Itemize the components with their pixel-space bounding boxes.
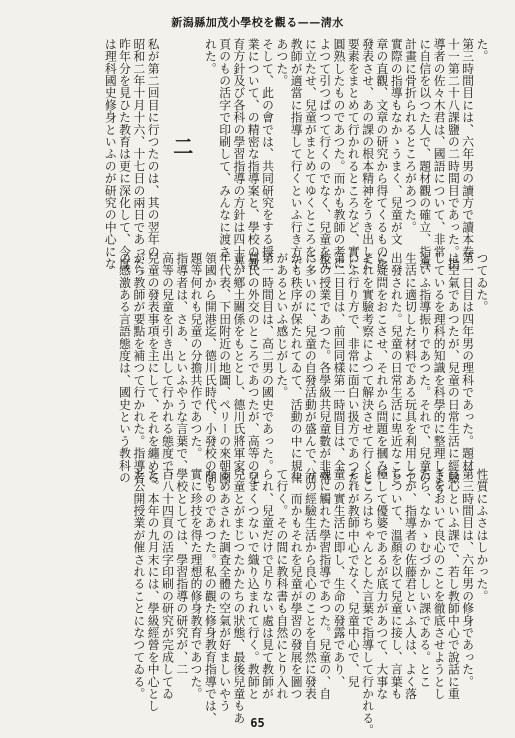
- text-column: ろが、指導者の佐藤君といふ人は、よく落: [403, 468, 418, 700]
- text-tier-top: [34, 38, 489, 282]
- text-column: 童の實生活に即し、生命の發露であり、: [332, 468, 347, 688]
- text-column: 年代表、下田附近の地圖、ペリーの來朝國: [217, 252, 232, 484]
- text-column: それを實驗考察によつて解決させて行くと: [360, 252, 375, 484]
- text-column: 極して優婆であるが底力があつて、大事な: [374, 468, 389, 700]
- text-column: 出發された。兒童の日常生活に卑近なこと: [389, 252, 404, 484]
- text-column: れた。: [203, 38, 218, 75]
- text-column: ちついて、溫顏を以て兒童に接し、言葉も: [389, 468, 404, 700]
- text-column: 計畫に骨折られるところがあつた。: [403, 38, 418, 234]
- text-column: いふ行り方で、非常に面白い扱方であつた。: [346, 252, 361, 496]
- text-column: 實に珍技を得た理想的修身教育であつた。: [189, 468, 204, 700]
- text-column: 百八十四頁の活字印刷の研究が完成してゐ: [160, 468, 175, 700]
- text-column: 第一日目は四年男の理科であった。題材: [460, 252, 475, 472]
- text-column: それが教師中心でなく、兒童中心で、兒: [346, 468, 361, 688]
- text-column: 魂に觸れた學習指導であつた。兒童の、自: [317, 468, 332, 700]
- text-column: 領國から開港迄、德川氏時代、小發校の問: [203, 252, 218, 484]
- text-column: た。本年の九月末には、學級經營を中心とし: [146, 468, 161, 712]
- text-column: 二: [169, 135, 194, 156]
- text-column: 私が第二回目に行つたのは、其の翌年の: [146, 38, 161, 258]
- text-column: 實際の指導もなかゝうまく、兒童が文: [389, 38, 404, 246]
- text-column: [189, 38, 203, 253]
- text-column: つてゐた。: [475, 252, 489, 313]
- text-column: 性質にふさはしかった。: [475, 468, 489, 603]
- text-column: て行く。その間に教科書も自然にとり入れ: [274, 468, 289, 700]
- text-column: 昭和二年十月十六、十七日の兩日であった。: [131, 38, 146, 282]
- text-column: 兒童の發表事項を主にして、それを纏める: [146, 252, 161, 484]
- text-column: 要素をまとめて行かれるところなど、實に: [346, 38, 361, 270]
- page-number: 65: [250, 716, 265, 730]
- text-column: に疑問をおこさせ、それから問題を摑み、: [374, 252, 389, 484]
- text-column: 第二日目は、前回同樣第一時間目は、全: [332, 252, 347, 472]
- text-column: の感激ある言語態度は、國史という教科の: [117, 252, 132, 484]
- text-column: ところはちゃんとした言葉で指導して行かれる。: [360, 468, 375, 737]
- running-header: 新潟縣加茂小學校を觀る——淸水: [171, 16, 344, 29]
- text-column: 第三時間目には、六年男の讀方で讀本卷: [460, 38, 475, 258]
- text-column: 第三時間目は、六年男の修身であった。: [460, 468, 475, 688]
- text-column: たら、なかゝむづかしい課である。とこ: [417, 468, 432, 688]
- text-column: よつて引つぱつて行くのでなく、兒童を先: [317, 38, 332, 270]
- text-column: に自信を以つた人で、題材觀の確立、指導: [417, 38, 432, 270]
- text-column: 高等の兒童を引き出して行かれる態度で、: [160, 252, 175, 484]
- text-column: 童が鄕土關係をもととし、德川氏將軍家、: [231, 252, 246, 484]
- text-column: 業について、の精密な指導案と、學校の教: [246, 38, 261, 270]
- text-column: 頁のもの活字で印刷して、みんなに渡さ: [217, 38, 232, 258]
- text-column: 昨年分を見ひた教育は更に深化して、今度: [117, 38, 132, 270]
- text-column: かも秩序が保たれてゐて、活動の中に規律: [289, 252, 304, 484]
- text-column: 良心といふ課で、若し教師中心で說話に重: [446, 468, 461, 700]
- text-column: 圓熟したものであつた。而かも教師の考に: [332, 38, 347, 270]
- text-column: し、而かもそれを兒童が學習の發展を圖つ: [289, 468, 304, 700]
- text-column: なものであつた。私の觀た修身教育指導では、: [203, 468, 218, 725]
- text-column: 育方針及び各科の學習指導の方針は四十八: [231, 38, 246, 270]
- text-column: そして、此の會では、共同研究をする授: [260, 38, 275, 258]
- text-tier-middle: [34, 252, 489, 496]
- text-column: 發表させ、あの課の根本精神をうき出した: [360, 38, 375, 270]
- text-column: 十一第二十八課鹽の二時間目であった。指: [446, 38, 461, 270]
- text-column: 分の經驗生活から良心のことを自然に發表: [303, 468, 318, 700]
- text-column: るめあされた調査全體の空氣が好ましいやう: [217, 468, 232, 712]
- text-column: 尊氏の外交のところであつたが、高等の兒: [246, 252, 261, 484]
- text-column: た。: [475, 38, 489, 63]
- text-column: 教師が適當に指導して行くといふ行き方で: [289, 38, 304, 270]
- text-column: といふ指導振りであつた。それで、兒童の: [417, 252, 432, 484]
- text-column: に多いのに、兒童の自發活動が盛んで、而: [303, 252, 318, 484]
- text-column: 題等何れも兒童の分擔共作であつた。: [189, 252, 204, 460]
- text-column: 第一時間目は、高二男の國史であった。: [260, 252, 275, 472]
- text-column: 兒童とがまじつたかたちの狀態、最後兒童もあ: [231, 468, 246, 725]
- text-column: に立たせ、兒童がまとめてゆくところを、: [303, 38, 318, 270]
- text-column: 生活に適切した材料である玩具を利用して: [403, 252, 418, 484]
- text-column: は空氣であつたが、兒童の日常生活に經驗: [446, 252, 461, 484]
- text-column: 指導者は、さあ、といふやうな言葉で、: [174, 252, 189, 472]
- text-column: た公開授業が催されることになつてゐる。: [131, 468, 146, 700]
- text-column: られ、兒童だけで足りない處は見て教師が: [260, 468, 275, 700]
- text-column: 章の直觀、文章の研究から得てくるものを: [374, 38, 389, 270]
- text-column: がら教師が要點を補つて行かれた。指導者: [131, 252, 146, 484]
- text-column: があるといふ感じがした。: [274, 252, 289, 399]
- text-column: きをおいて良心のことを徹底させようとし: [432, 468, 447, 700]
- text-column: しているを理科的知識を科學的に整理しよう: [432, 252, 447, 496]
- text-column: 導者の佐々木君は、國語について、非常: [432, 38, 447, 258]
- text-column: は理科國史修身といふのが研究の中心にな: [103, 38, 118, 270]
- text-column: あつた。: [274, 38, 289, 87]
- text-column: 校の授業であつた。各學級共兒童數が非常: [317, 252, 332, 484]
- text-column: うまくつないで織り込まれて行く。教師と: [246, 468, 261, 700]
- text-column: 學校としては、學習指導の研究が、二: [174, 468, 189, 676]
